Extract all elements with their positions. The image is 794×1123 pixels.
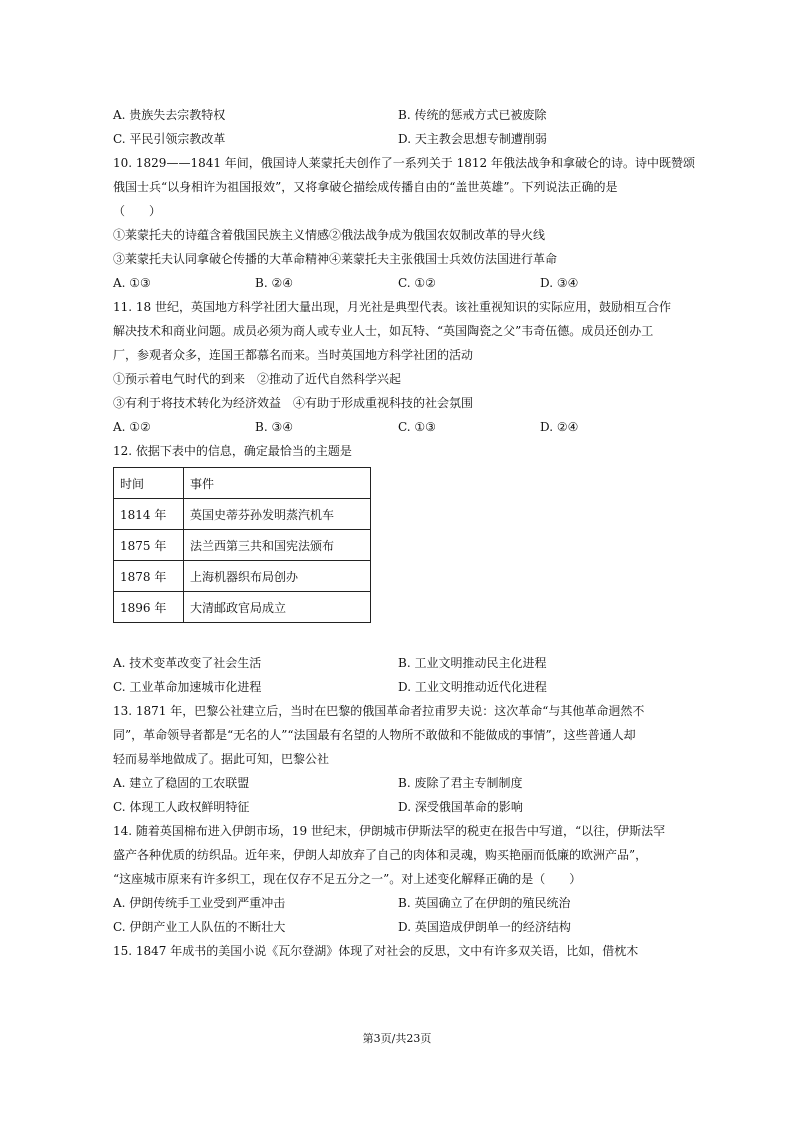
q14-stem-line: 盛产各种优质的纺织品。近年来，伊朗人却放弃了自己的肉体和灵魂，购买艳丽而低廉的欧洲产品”， bbox=[113, 848, 648, 862]
table-row bbox=[114, 499, 371, 530]
q12-option-d: D. 工业文明推动近代化进程 bbox=[398, 680, 547, 694]
q13-stem-line: 同”，革命领导者都是“无名的人”“法国最有名望的人物所不敢做和不能做成的事情”，这些普通人却 bbox=[113, 728, 636, 742]
q13-option-a: A. 建立了稳固的工农联盟 bbox=[113, 776, 250, 790]
q11-stem-line: 解决技术和商业问题。成员必须为商人或专业人士，如瓦特、“英国陶瓷之父”韦奇伍德。成员还创办工 bbox=[113, 324, 654, 338]
q11-stem-line: 厂，参观者众多，连国王都慕名而来。当时英国地方科学社团的活动 bbox=[113, 348, 474, 362]
table-row bbox=[114, 530, 371, 561]
table-cell-event: 上海机器织布局创办 bbox=[184, 561, 371, 592]
q10-option-d: D. ③④ bbox=[540, 276, 579, 290]
table-header-cell: 时间 bbox=[114, 468, 184, 499]
q13-option-b: B. 废除了君主专制制度 bbox=[398, 776, 523, 790]
q12-option-a: A. 技术变革改变了社会生活 bbox=[113, 656, 262, 670]
q11-option-a: A. ①② bbox=[113, 420, 151, 434]
q14-stem-line: “这座城市原来有许多织工，现在仅存不足五分之一”。对上述变化解释正确的是（ ） bbox=[113, 872, 582, 886]
q10-stem-line: 俄国士兵“以身相许为祖国报效”，又将拿破仑描绘成传播自由的“盖世英雄”。下列说法正确的是 bbox=[113, 180, 618, 194]
table-cell-year: 1814 年 bbox=[114, 499, 184, 530]
q11-option-c: C. ①③ bbox=[398, 420, 436, 434]
q15-stem-line: 15. 1847 年成书的美国小说《瓦尔登湖》体现了对社会的反思，文中有许多双关语，比如，借枕木 bbox=[113, 944, 639, 958]
table-cell-year: 1896 年 bbox=[114, 592, 184, 623]
q10-stem-line: 10. 1829——1841 年间，俄国诗人莱蒙托夫创作了一系列关于 1812 年俄法战争和拿破仑的诗。诗中既赞颂 bbox=[113, 156, 695, 170]
q13-stem-line: 13. 1871 年，巴黎公社建立后，当时在巴黎的俄国革命者拉甫罗夫说：这次革命“与其他革命迥然不 bbox=[113, 704, 645, 718]
q11-statements: ③有利于将技术转化为经济效益 ④有助于形成重视科技的社会氛围 bbox=[113, 396, 474, 410]
q10-option-c: C. ①② bbox=[398, 276, 436, 290]
q13-stem-line: 轻而易举地做成了。据此可知，巴黎公社 bbox=[113, 752, 330, 766]
q14-stem-line: 14. 随着英国棉布进入伊朗市场，19 世纪末，伊朗城市伊斯法罕的税吏在报告中写道，“以往，伊斯法罕 bbox=[113, 824, 666, 838]
q12-option-b: B. 工业文明推动民主化进程 bbox=[398, 656, 547, 670]
q10-statements: ③莱蒙托夫认同拿破仑传播的大革命精神④莱蒙托夫主张俄国士兵效仿法国进行革命 bbox=[113, 252, 558, 266]
q14-option-c: C. 伊朗产业工人队伍的不断壮大 bbox=[113, 920, 286, 934]
table-cell-event: 大清邮政官局成立 bbox=[184, 592, 371, 623]
q10-answer-blank: （ ） bbox=[113, 204, 162, 218]
events-table bbox=[113, 467, 371, 623]
table-header-cell: 事件 bbox=[184, 468, 371, 499]
table-cell-year: 1875 年 bbox=[114, 530, 184, 561]
q14-option-a: A. 伊朗传统手工业受到严重冲击 bbox=[113, 896, 286, 910]
q11-option-d: D. ②④ bbox=[540, 420, 579, 434]
table-cell-event: 法兰西第三共和国宪法颁布 bbox=[184, 530, 371, 561]
table-cell-event: 英国史蒂芬孙发明蒸汽机车 bbox=[184, 499, 371, 530]
q10-statements: ①莱蒙托夫的诗蕴含着俄国民族主义情感②俄法战争成为俄国农奴制改革的导火线 bbox=[113, 228, 546, 242]
q12-stem: 12. 依据下表中的信息，确定最恰当的主题是 bbox=[113, 444, 352, 458]
q12-option-c: C. 工业革命加速城市化进程 bbox=[113, 680, 262, 694]
q13-option-c: C. 体现工人政权鲜明特征 bbox=[113, 800, 250, 814]
q9-option-b: B. 传统的惩戒方式已被废除 bbox=[398, 108, 547, 122]
table-row bbox=[114, 561, 371, 592]
table-cell-year: 1878 年 bbox=[114, 561, 184, 592]
q14-option-b: B. 英国确立了在伊朗的殖民统治 bbox=[398, 896, 571, 910]
q14-option-d: D. 英国造成伊朗单一的经济结构 bbox=[398, 920, 571, 934]
q10-option-a: A. ①③ bbox=[113, 276, 151, 290]
q9-option-c: C. 平民引领宗教改革 bbox=[113, 132, 226, 146]
q11-option-b: B. ③④ bbox=[255, 420, 293, 434]
q9-option-d: D. 天主教会思想专制遭削弱 bbox=[398, 132, 547, 146]
table-header-row bbox=[114, 468, 371, 499]
q10-option-b: B. ②④ bbox=[255, 276, 293, 290]
q9-option-a: A. 贵族失去宗教特权 bbox=[113, 108, 226, 122]
q11-stem-line: 11. 18 世纪，英国地方科学社团大量出现，月光社是典型代表。该社重视知识的实际应用，鼓励相互合作 bbox=[113, 300, 671, 314]
page-number: 第3页/共23页 bbox=[362, 1032, 432, 1045]
table-row bbox=[114, 592, 371, 623]
q13-option-d: D. 深受俄国革命的影响 bbox=[398, 800, 523, 814]
q11-statements: ①预示着电气时代的到来 ②推动了近代自然科学兴起 bbox=[113, 372, 402, 386]
